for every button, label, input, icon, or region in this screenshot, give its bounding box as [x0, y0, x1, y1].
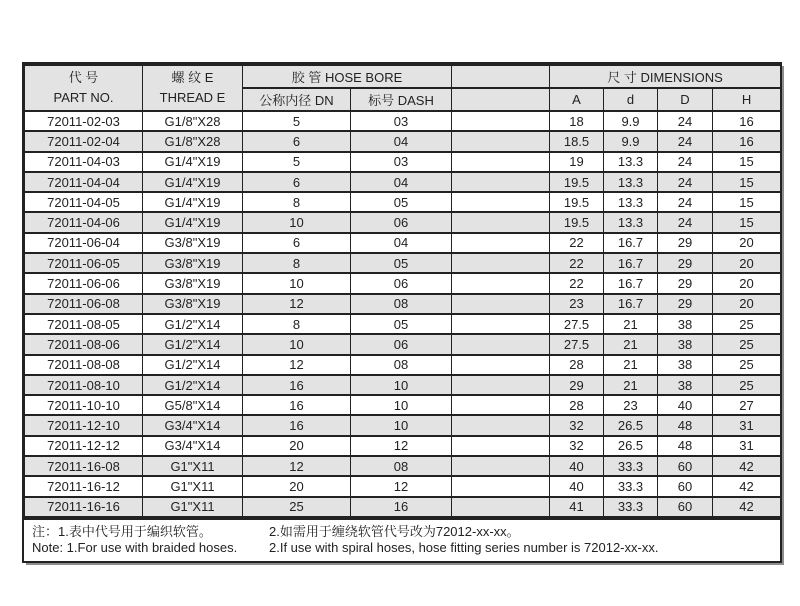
- cell-d-big: 60: [658, 497, 713, 517]
- cell-blank: [452, 395, 550, 415]
- cell-a: 19.5: [550, 212, 604, 232]
- col-header-thread-en: THREAD E: [159, 90, 226, 105]
- cell-dn: 12: [243, 294, 351, 314]
- col-header-part-no-zh: 代 号: [68, 70, 99, 85]
- col-header-dim-d-big: D: [658, 88, 713, 111]
- cell-dash: 05: [351, 192, 452, 212]
- cell-thread: G1"X11: [143, 497, 243, 517]
- cell-d-big: 29: [658, 273, 713, 293]
- cell-blank: [452, 334, 550, 354]
- table-row: [25, 294, 781, 314]
- col-header-dn: 公称内径 DN: [243, 88, 351, 111]
- cell-dash: 10: [351, 395, 452, 415]
- cell-dn: 12: [243, 456, 351, 476]
- cell-thread: G1/4"X19: [143, 152, 243, 172]
- cell-part-no: 72011-16-16: [25, 497, 143, 517]
- cell-h: 25: [713, 314, 781, 334]
- cell-part-no: 72011-12-10: [25, 415, 143, 435]
- cell-thread: G1/2"X14: [143, 334, 243, 354]
- cell-a: 22: [550, 253, 604, 273]
- cell-d-big: 24: [658, 212, 713, 232]
- cell-h: 31: [713, 436, 781, 456]
- cell-blank: [452, 497, 550, 517]
- cell-dn: 16: [243, 395, 351, 415]
- cell-dn: 8: [243, 253, 351, 273]
- table-row: [25, 111, 781, 131]
- cell-thread: G1/2"X14: [143, 355, 243, 375]
- cell-thread: G3/4"X14: [143, 436, 243, 456]
- col-header-dim-a: A: [550, 88, 604, 111]
- cell-a: 23: [550, 294, 604, 314]
- cell-dn: 25: [243, 497, 351, 517]
- cell-blank: [452, 375, 550, 395]
- col-header-thread-zh: 螺 纹 E: [171, 70, 214, 85]
- cell-h: 25: [713, 375, 781, 395]
- table-row: [25, 334, 781, 354]
- cell-a: 19: [550, 152, 604, 172]
- table-row: [25, 233, 781, 253]
- cell-a: 28: [550, 355, 604, 375]
- cell-part-no: 72011-06-06: [25, 273, 143, 293]
- cell-dn: 20: [243, 436, 351, 456]
- col-header-part-no-en: PART NO.: [53, 90, 114, 105]
- cell-part-no: 72011-04-05: [25, 192, 143, 212]
- cell-dn: 8: [243, 192, 351, 212]
- cell-d-small: 26.5: [604, 436, 658, 456]
- cell-d-big: 24: [658, 131, 713, 151]
- cell-dn: 6: [243, 172, 351, 192]
- cell-dash: 03: [351, 111, 452, 131]
- cell-dn: 20: [243, 476, 351, 496]
- cell-blank: [452, 476, 550, 496]
- cell-h: 31: [713, 415, 781, 435]
- table-row: [25, 476, 781, 496]
- cell-dash: 04: [351, 233, 452, 253]
- cell-thread: G1/2"X14: [143, 375, 243, 395]
- cell-h: 42: [713, 456, 781, 476]
- cell-d-small: 21: [604, 334, 658, 354]
- col-header-hose-bore: 胶 管 HOSE BORE: [243, 65, 452, 88]
- table-row: [25, 273, 781, 293]
- cell-a: 41: [550, 497, 604, 517]
- cell-blank: [452, 314, 550, 334]
- cell-part-no: 72011-06-04: [25, 233, 143, 253]
- fitting-table-box: [22, 62, 782, 563]
- cell-thread: G3/8"X19: [143, 273, 243, 293]
- cell-dn: 6: [243, 233, 351, 253]
- cell-h: 20: [713, 294, 781, 314]
- cell-blank: [452, 172, 550, 192]
- cell-h: 15: [713, 172, 781, 192]
- cell-d-big: 38: [658, 314, 713, 334]
- cell-a: 22: [550, 233, 604, 253]
- cell-d-small: 9.9: [604, 111, 658, 131]
- cell-blank: [452, 294, 550, 314]
- cell-d-big: 29: [658, 294, 713, 314]
- table-body: [25, 111, 781, 517]
- cell-part-no: 72011-12-12: [25, 436, 143, 456]
- cell-dash: 06: [351, 273, 452, 293]
- cell-thread: G3/4"X14: [143, 415, 243, 435]
- cell-d-small: 16.7: [604, 233, 658, 253]
- cell-d-small: 13.3: [604, 172, 658, 192]
- table-row: [25, 131, 781, 151]
- cell-h: 15: [713, 212, 781, 232]
- col-header-dimensions: 尺 寸 DIMENSIONS: [550, 65, 781, 88]
- cell-part-no: 72011-06-08: [25, 294, 143, 314]
- cell-dash: 06: [351, 212, 452, 232]
- cell-part-no: 72011-04-06: [25, 212, 143, 232]
- col-header-thread: [143, 65, 243, 111]
- table-row: [25, 436, 781, 456]
- col-header-blank-top: [452, 65, 550, 88]
- cell-blank: [452, 415, 550, 435]
- cell-a: 32: [550, 415, 604, 435]
- cell-thread: G1"X11: [143, 476, 243, 496]
- table-row: [25, 314, 781, 334]
- cell-a: 19.5: [550, 192, 604, 212]
- table-row: [25, 212, 781, 232]
- cell-a: 18: [550, 111, 604, 131]
- cell-blank: [452, 436, 550, 456]
- cell-dn: 12: [243, 355, 351, 375]
- cell-h: 15: [713, 192, 781, 212]
- header-row-1: [25, 65, 781, 88]
- cell-part-no: 72011-08-05: [25, 314, 143, 334]
- cell-thread: G1/4"X19: [143, 212, 243, 232]
- cell-part-no: 72011-04-03: [25, 152, 143, 172]
- cell-d-small: 23: [604, 395, 658, 415]
- col-header-part-no: [25, 65, 143, 111]
- cell-d-big: 24: [658, 152, 713, 172]
- cell-dash: 03: [351, 152, 452, 172]
- cell-d-small: 33.3: [604, 476, 658, 496]
- cell-blank: [452, 152, 550, 172]
- cell-dash: 06: [351, 334, 452, 354]
- cell-h: 25: [713, 355, 781, 375]
- table-header: [25, 65, 781, 111]
- cell-dash: 05: [351, 253, 452, 273]
- table-row: [25, 355, 781, 375]
- cell-a: 40: [550, 476, 604, 496]
- cell-dn: 6: [243, 131, 351, 151]
- cell-d-small: 21: [604, 314, 658, 334]
- cell-d-big: 40: [658, 395, 713, 415]
- cell-blank: [452, 131, 550, 151]
- cell-d-big: 29: [658, 253, 713, 273]
- cell-dn: 10: [243, 273, 351, 293]
- cell-a: 27.5: [550, 334, 604, 354]
- cell-part-no: 72011-08-08: [25, 355, 143, 375]
- cell-thread: G1/4"X19: [143, 192, 243, 212]
- cell-a: 29: [550, 375, 604, 395]
- cell-d-big: 24: [658, 111, 713, 131]
- cell-d-small: 13.3: [604, 212, 658, 232]
- cell-a: 18.5: [550, 131, 604, 151]
- cell-part-no: 72011-08-10: [25, 375, 143, 395]
- cell-h: 15: [713, 152, 781, 172]
- cell-dash: 10: [351, 415, 452, 435]
- cell-d-big: 29: [658, 233, 713, 253]
- notes: [24, 518, 780, 561]
- cell-thread: G3/8"X19: [143, 294, 243, 314]
- cell-blank: [452, 456, 550, 476]
- cell-h: 20: [713, 273, 781, 293]
- cell-dash: 16: [351, 497, 452, 517]
- cell-h: 20: [713, 233, 781, 253]
- col-header-dash: 标号 DASH: [351, 88, 452, 111]
- cell-dash: 04: [351, 131, 452, 151]
- cell-dn: 8: [243, 314, 351, 334]
- table-row: [25, 375, 781, 395]
- cell-dash: 04: [351, 172, 452, 192]
- cell-part-no: 72011-02-04: [25, 131, 143, 151]
- cell-blank: [452, 355, 550, 375]
- cell-dash: 10: [351, 375, 452, 395]
- col-header-dim-d-small: d: [604, 88, 658, 111]
- cell-d-small: 16.7: [604, 253, 658, 273]
- cell-h: 20: [713, 253, 781, 273]
- cell-d-big: 38: [658, 375, 713, 395]
- note-zh-1: 注：1.表中代号用于编织软管。: [32, 523, 212, 539]
- cell-d-small: 33.3: [604, 456, 658, 476]
- cell-d-big: 48: [658, 415, 713, 435]
- note-zh-2: 2.如需用于缠绕软管代号改为72012-xx-xx。: [269, 523, 520, 539]
- cell-dn: 10: [243, 334, 351, 354]
- cell-d-small: 9.9: [604, 131, 658, 151]
- cell-part-no: 72011-02-03: [25, 111, 143, 131]
- col-header-blank-bottom: [452, 88, 550, 111]
- note-en-1: Note: 1.For use with braided hoses.: [32, 539, 238, 555]
- cell-thread: G5/8"X14: [143, 395, 243, 415]
- cell-blank: [452, 192, 550, 212]
- cell-d-small: 13.3: [604, 192, 658, 212]
- cell-part-no: 72011-10-10: [25, 395, 143, 415]
- cell-h: 16: [713, 111, 781, 131]
- table-row: [25, 395, 781, 415]
- cell-part-no: 72011-16-08: [25, 456, 143, 476]
- cell-d-small: 16.7: [604, 273, 658, 293]
- table-row: [25, 456, 781, 476]
- cell-dn: 16: [243, 375, 351, 395]
- cell-part-no: 72011-16-12: [25, 476, 143, 496]
- cell-h: 25: [713, 334, 781, 354]
- cell-d-small: 21: [604, 355, 658, 375]
- cell-h: 42: [713, 476, 781, 496]
- cell-blank: [452, 253, 550, 273]
- cell-dash: 12: [351, 476, 452, 496]
- cell-dash: 08: [351, 355, 452, 375]
- cell-dn: 16: [243, 415, 351, 435]
- fitting-spec-table: [24, 64, 781, 518]
- table-row: [25, 497, 781, 517]
- cell-dn: 10: [243, 212, 351, 232]
- cell-dash: 12: [351, 436, 452, 456]
- cell-d-big: 24: [658, 172, 713, 192]
- table-row: [25, 415, 781, 435]
- cell-d-big: 60: [658, 456, 713, 476]
- cell-part-no: 72011-06-05: [25, 253, 143, 273]
- cell-d-big: 24: [658, 192, 713, 212]
- cell-h: 16: [713, 131, 781, 151]
- cell-part-no: 72011-04-04: [25, 172, 143, 192]
- cell-dn: 5: [243, 111, 351, 131]
- cell-d-small: 33.3: [604, 497, 658, 517]
- note-en-2: 2.If use with spiral hoses, hose fitting series number is 72012-xx-xx.: [269, 539, 659, 555]
- cell-d-big: 38: [658, 334, 713, 354]
- cell-thread: G1/2"X14: [143, 314, 243, 334]
- cell-h: 42: [713, 497, 781, 517]
- cell-blank: [452, 273, 550, 293]
- cell-blank: [452, 111, 550, 131]
- table-row: [25, 253, 781, 273]
- cell-dn: 5: [243, 152, 351, 172]
- cell-d-big: 38: [658, 355, 713, 375]
- cell-d-big: 48: [658, 436, 713, 456]
- cell-thread: G3/8"X19: [143, 233, 243, 253]
- cell-a: 19.5: [550, 172, 604, 192]
- cell-dash: 08: [351, 456, 452, 476]
- cell-blank: [452, 233, 550, 253]
- cell-d-big: 60: [658, 476, 713, 496]
- cell-a: 32: [550, 436, 604, 456]
- col-header-dim-h: H: [713, 88, 781, 111]
- cell-a: 40: [550, 456, 604, 476]
- table-row: [25, 152, 781, 172]
- cell-part-no: 72011-08-06: [25, 334, 143, 354]
- cell-blank: [452, 212, 550, 232]
- cell-thread: G1"X11: [143, 456, 243, 476]
- cell-h: 27: [713, 395, 781, 415]
- cell-a: 27.5: [550, 314, 604, 334]
- cell-thread: G1/4"X19: [143, 172, 243, 192]
- cell-a: 28: [550, 395, 604, 415]
- cell-dash: 05: [351, 314, 452, 334]
- cell-d-small: 16.7: [604, 294, 658, 314]
- cell-d-small: 13.3: [604, 152, 658, 172]
- cell-dash: 08: [351, 294, 452, 314]
- cell-d-small: 26.5: [604, 415, 658, 435]
- cell-d-small: 21: [604, 375, 658, 395]
- table-row: [25, 172, 781, 192]
- table-row: [25, 192, 781, 212]
- cell-a: 22: [550, 273, 604, 293]
- cell-thread: G1/8"X28: [143, 131, 243, 151]
- cell-thread: G3/8"X19: [143, 253, 243, 273]
- cell-thread: G1/8"X28: [143, 111, 243, 131]
